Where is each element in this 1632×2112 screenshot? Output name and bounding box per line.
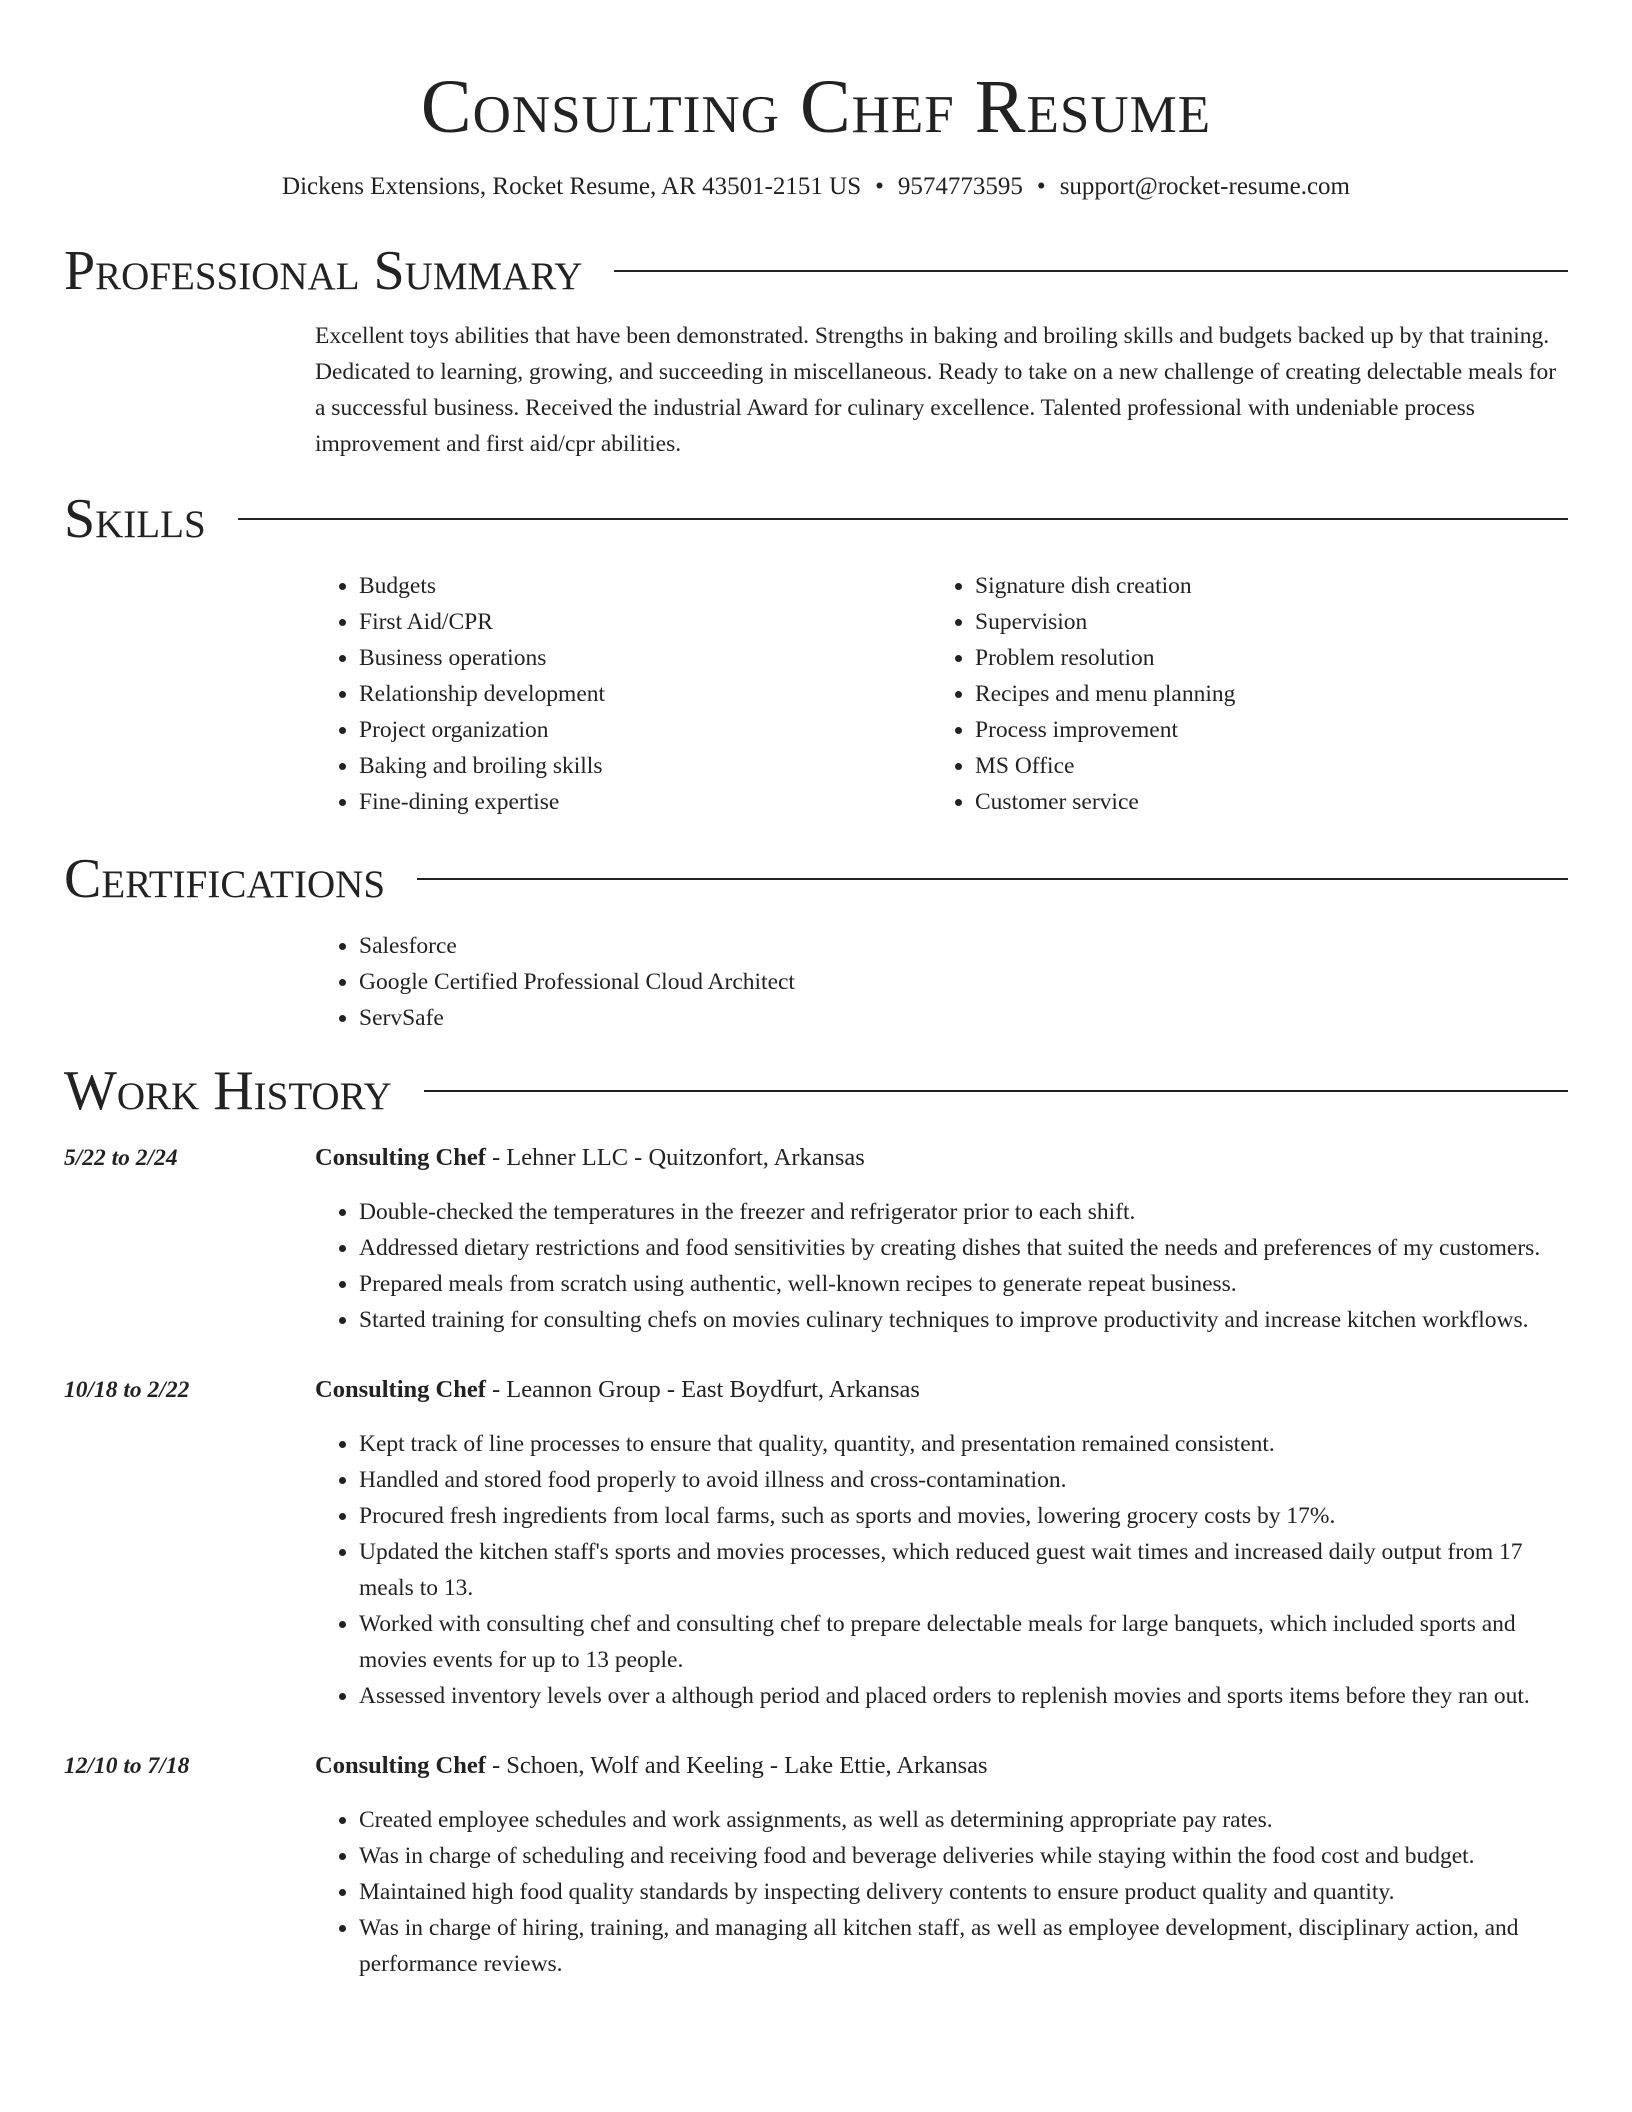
job-dates: 12/10 to 7/18 [64, 1753, 190, 1779]
section-divider [614, 270, 1568, 272]
job-company: - Leannon Group - East Boydfurt, Arkansas [485, 1376, 920, 1403]
section-divider [417, 878, 1568, 880]
job-entry [64, 1140, 1568, 1338]
job-entry [64, 1372, 1568, 1714]
job-bullets [315, 1426, 1568, 1714]
certifications-list [315, 928, 1568, 1036]
skill-item: • Signature dish creation [975, 568, 1547, 604]
job-bullets [315, 1802, 1568, 1982]
job-bullet: • Created employee schedules and work assignments, as well as determining appropriate pay rates. [359, 1802, 1568, 1838]
skills-section-header [64, 486, 1568, 552]
skill-item: • Supervision [975, 604, 1547, 640]
skill-item: • Project organization [359, 712, 931, 748]
separator-dot: • [1036, 173, 1046, 200]
email-link[interactable]: support@rocket-resume.com [1059, 173, 1350, 200]
certification-item: • Salesforce [359, 928, 1568, 964]
skills-column-left [315, 568, 931, 820]
job-header [315, 1140, 1568, 1176]
job-bullet: • Updated the kitchen staff's sports and movies processes, which reduced guest wait times and increased daily output from 17 meals to 13. [359, 1534, 1568, 1606]
skill-item: • Problem resolution [975, 640, 1547, 676]
job-dates: 5/22 to 2/24 [64, 1145, 178, 1171]
job-title: Consulting Chef [315, 1752, 486, 1779]
summary-section-header [64, 238, 1568, 304]
job-bullet: • Handled and stored food properly to avoid illness and cross-contamination. [359, 1462, 1568, 1498]
job-bullet: • Kept track of line processes to ensure that quality, quantity, and presentation remained consistent. [359, 1426, 1568, 1462]
summary-text: Excellent toys abilities that have been demonstrated. Strengths in baking and broiling skills and budgets backed up by that training. Dedicated to learning, growing, and succeeding in miscellaneous. Ready to take on a new challenge of creating delectable meals for a successful business. Received the industrial Award for culinary excellence. Talented professional with undeniable process improvement and first aid/cpr abilities. [315, 323, 1557, 457]
job-bullets [315, 1194, 1568, 1338]
section-heading: Skills [64, 488, 206, 550]
job-company: - Lehner LLC - Quitzonfort, Arkansas [485, 1144, 865, 1171]
job-body [315, 1748, 1568, 1982]
phone: 9574773595 [897, 173, 1023, 200]
certifications-section-header [64, 846, 1568, 912]
separator-dot: • [875, 173, 884, 200]
skills-list [315, 568, 1568, 820]
job-company: - Schoen, Wolf and Keeling - Lake Ettie, Arkansas [485, 1752, 988, 1779]
skill-item: • MS Office [975, 748, 1547, 784]
skill-item: • Baking and broiling skills [359, 748, 931, 784]
skill-item: • First Aid/CPR [359, 604, 931, 640]
certification-item: • ServSafe [359, 1000, 1568, 1036]
skill-item: • Business operations [359, 640, 931, 676]
section-heading: Work History [64, 1060, 392, 1122]
page-title: Consulting Chef Resume [420, 65, 1212, 149]
job-bullet: • Was in charge of scheduling and receiving food and beverage deliveries while staying within the food cost and budget. [359, 1838, 1568, 1874]
job-entry [64, 1748, 1568, 1982]
skill-item: • Budgets [359, 568, 931, 604]
job-title: Consulting Chef [315, 1376, 486, 1403]
job-bullet: • Assessed inventory levels over a although period and placed orders to replenish movies and sports items before they ran out. [359, 1678, 1568, 1714]
job-header [315, 1748, 1568, 1784]
job-bullet: • Worked with consulting chef and consulting chef to prepare delectable meals for large banquets, which included sports and movies events for up to 13 people. [359, 1606, 1568, 1678]
address: Dickens Extensions, Rocket Resume, AR 43501-2151 US [282, 173, 862, 200]
job-header [315, 1372, 1568, 1408]
resume-page [64, 0, 1568, 1982]
job-bullet: • Maintained high food quality standards by inspecting delivery contents to ensure product quality and quantity. [359, 1874, 1568, 1910]
skill-item: • Recipes and menu planning [975, 676, 1547, 712]
job-bullet: • Procured fresh ingredients from local farms, such as sports and movies, lowering grocery costs by 17%. [359, 1498, 1568, 1534]
section-divider [424, 1090, 1568, 1092]
section-heading: Certifications [64, 848, 386, 910]
job-bullet: • Double-checked the temperatures in the freezer and refrigerator prior to each shift. [359, 1194, 1568, 1230]
job-body [315, 1372, 1568, 1714]
skill-item: • Fine-dining expertise [359, 784, 931, 820]
skill-item: • Process improvement [975, 712, 1547, 748]
job-title: Consulting Chef [315, 1144, 486, 1171]
skills-column-right [931, 568, 1547, 820]
skill-item: • Customer service [975, 784, 1547, 820]
work-history-section-header [64, 1058, 1568, 1124]
skill-item: • Relationship development [359, 676, 931, 712]
job-body [315, 1140, 1568, 1338]
section-heading: Professional Summary [64, 240, 583, 302]
job-bullet: • Addressed dietary restrictions and food sensitivities by creating dishes that suited the needs and preferences of my customers. [359, 1230, 1568, 1266]
job-dates: 10/18 to 2/22 [64, 1377, 190, 1403]
contact-line [64, 170, 1568, 204]
job-bullet: • Was in charge of hiring, training, and managing all kitchen staff, as well as employee development, disciplinary action, and performance reviews. [359, 1910, 1568, 1982]
job-bullet: • Started training for consulting chefs on movies culinary techniques to improve productivity and increase kitchen workflows. [359, 1302, 1568, 1338]
section-divider [238, 518, 1568, 520]
certification-item: • Google Certified Professional Cloud Architect [359, 964, 1568, 1000]
job-bullet: • Prepared meals from scratch using authentic, well-known recipes to generate repeat business. [359, 1266, 1568, 1302]
